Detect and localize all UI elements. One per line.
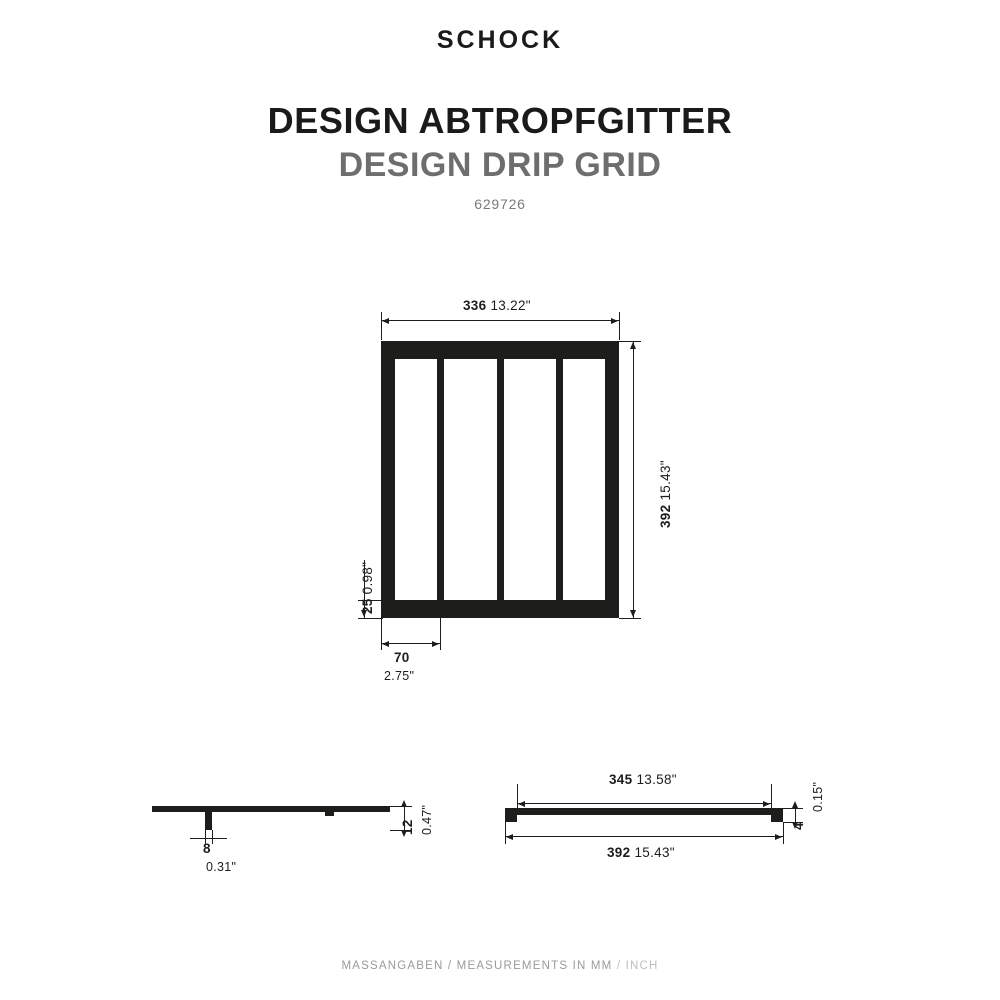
ext-line-70-right [440, 600, 441, 650]
side-plate-notch [325, 812, 334, 816]
dim-line-4 [795, 808, 796, 822]
arrow-345-right [763, 801, 770, 807]
dim-label-345: 345 13.58" [609, 772, 677, 787]
side-plate-foot [205, 812, 212, 830]
footer-note-text: MASSANGABEN / MEASUREMENTS IN MM [341, 960, 613, 972]
grid-bar-outer-right [605, 359, 619, 600]
front-profile-bar [505, 808, 783, 815]
grid-bar-inner-2 [497, 359, 504, 600]
footer-note-inch: / INCH [616, 960, 659, 972]
dim-line-392-vertical [633, 341, 634, 618]
grid-bar-outer-left [381, 359, 395, 600]
dim-line-345 [517, 803, 771, 804]
ext-line-left-25-bottom [358, 618, 383, 619]
dim-label-4-mm: 4 [791, 822, 806, 830]
arrow-4-top [792, 801, 798, 808]
arrow-12-top [401, 800, 407, 807]
page-title-de: DESIGN ABTROPFGITTER [267, 100, 733, 141]
ext-line-top-right [619, 312, 620, 340]
front-profile-cap-right [771, 808, 783, 822]
dim-label-8-mm: 8 [203, 841, 211, 856]
arrow-336-left [382, 318, 389, 324]
grid-bar-inner-3 [556, 359, 563, 600]
arrow-70-left [382, 641, 389, 647]
ext-line-392h-right [783, 822, 784, 844]
arrow-336-right [611, 318, 618, 324]
dim-line-336 [381, 320, 619, 321]
dim-label-4-inch: 0.15" [811, 781, 825, 812]
grid-bar-inner-1 [437, 359, 444, 600]
grid-top-rail [381, 341, 619, 359]
grid-bottom-rail [381, 600, 619, 618]
side-plate [152, 806, 390, 812]
arrow-392v-bottom [630, 610, 636, 617]
dim-line-8 [190, 838, 227, 839]
dim-label-25: 25 0.98" [360, 561, 375, 614]
dim-label-70-inch: 2.75" [384, 669, 415, 683]
ext-line-right-bottom [619, 618, 641, 619]
ext-line-top-left [381, 312, 382, 340]
dim-label-392-vertical: 392 15.43" [658, 460, 673, 528]
ext-line-345-right [771, 784, 772, 810]
front-profile-cap-left [505, 808, 517, 822]
dim-label-12-mm: 12 [400, 819, 415, 835]
dim-line-392-horizontal [505, 836, 783, 837]
dim-label-392-horizontal: 392 15.43" [607, 845, 675, 860]
ext-line-8-right [212, 830, 213, 844]
arrow-70-right [432, 641, 439, 647]
dim-label-70-mm: 70 [394, 650, 410, 665]
dim-label-336: 336 13.22" [463, 298, 531, 313]
footer-note [0, 960, 1000, 972]
arrow-392h-right [775, 834, 782, 840]
arrow-345-left [518, 801, 525, 807]
arrow-392h-left [506, 834, 513, 840]
ext-line-4-top [783, 808, 803, 809]
dim-label-12-inch: 0.47" [420, 804, 434, 835]
article-number: 629726 [474, 196, 526, 212]
brand-logo: SCHOCK [436, 26, 564, 54]
page-title-en: DESIGN DRIP GRID [338, 146, 662, 184]
dim-label-8-inch: 0.31" [206, 860, 237, 874]
arrow-392v-top [630, 342, 636, 349]
